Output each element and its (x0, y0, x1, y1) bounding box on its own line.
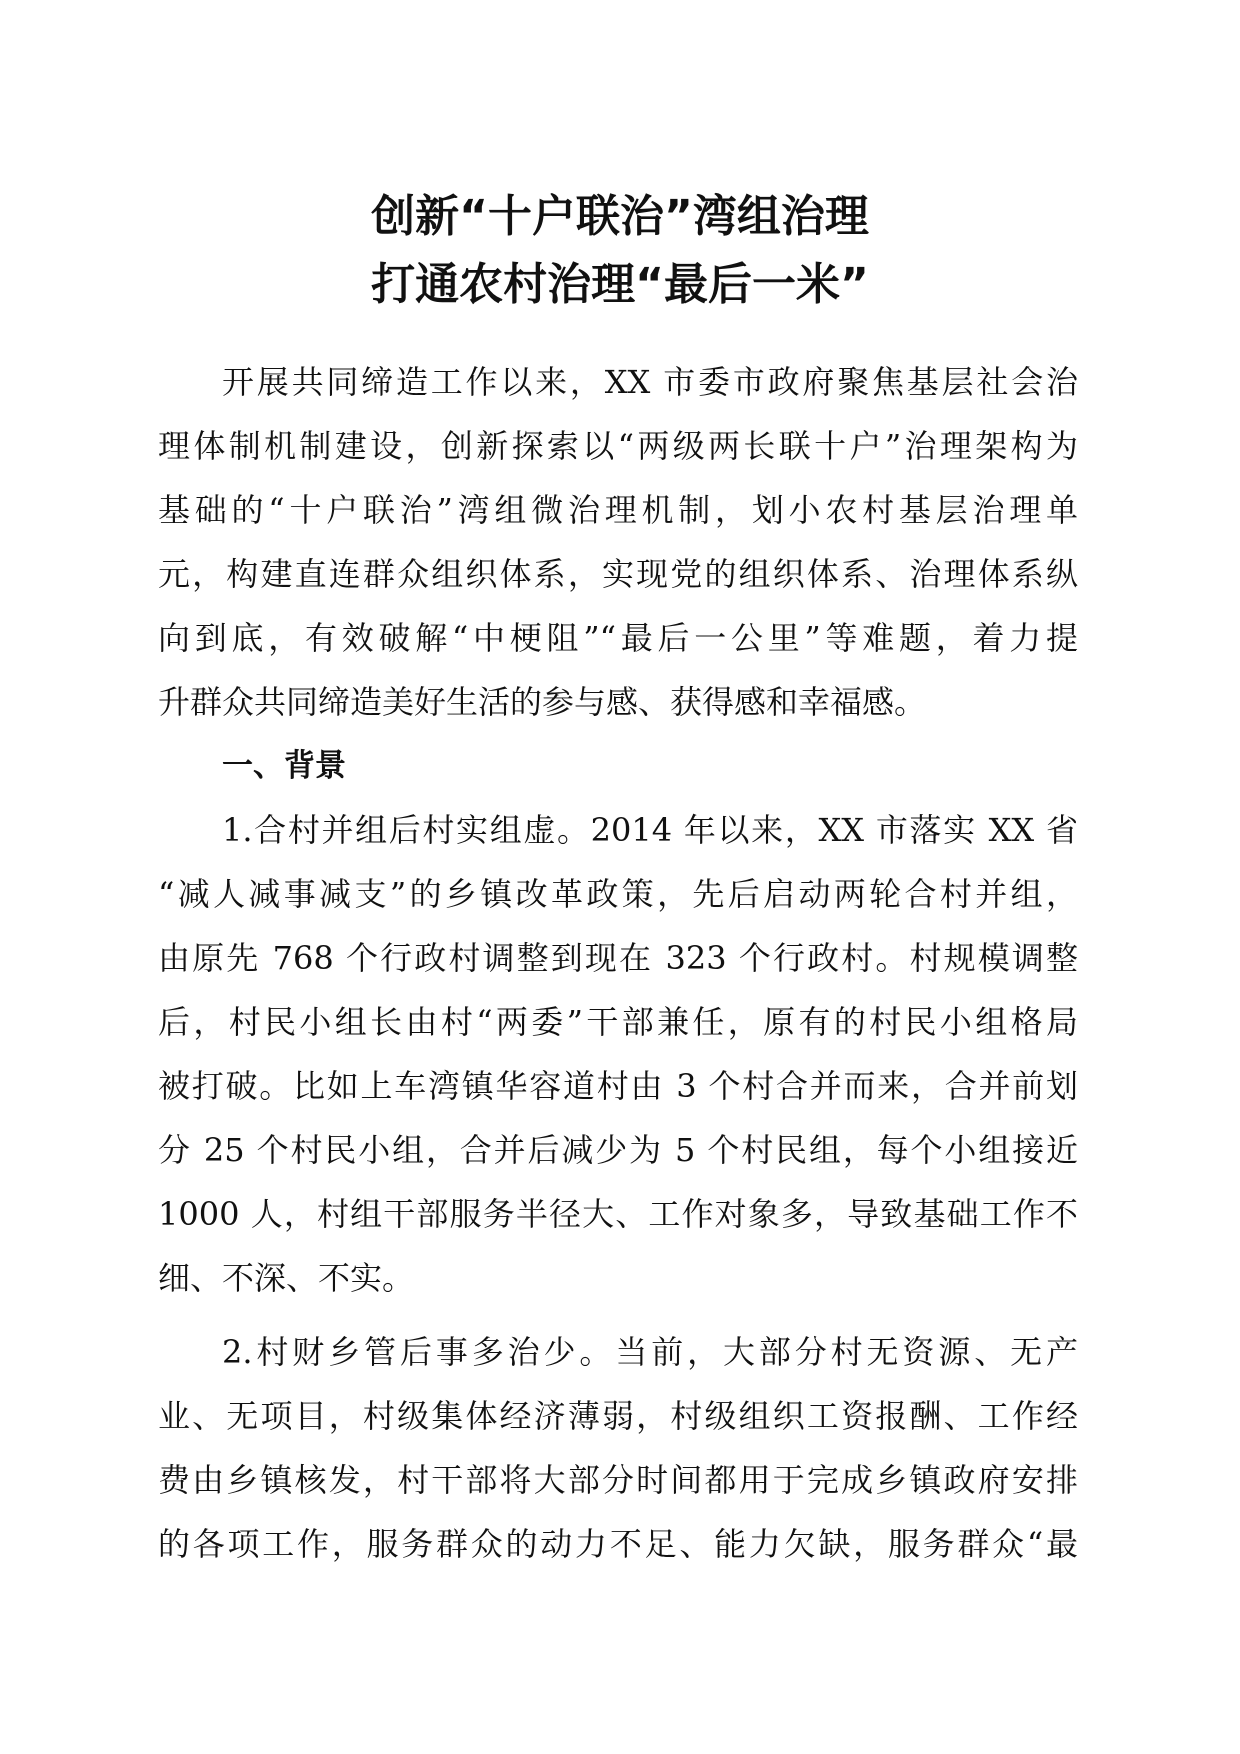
paragraph-line: 2.村财乡管后事多治少。当前，大部分村无资源、无产 (222, 1333, 1078, 1371)
paragraph-line: 的各项工作，服务群众的动力不足、能力欠缺，服务群众“最 (158, 1525, 1078, 1563)
document-title (0, 183, 1240, 319)
section-heading: 一、背景 (222, 748, 346, 784)
paragraph-line: 费由乡镇核发，村干部将大部分时间都用于完成乡镇政府安排 (158, 1461, 1078, 1499)
paragraph-2 (158, 1320, 1078, 1576)
paragraph-line: 1000 人，村组干部服务半径大、工作对象多，导致基础工作不 (158, 1195, 1078, 1233)
paragraph-line: 1.合村并组后村实组虚。2014 年以来，XX 市落实 XX 省 (222, 811, 1078, 849)
title-line-2: 打通农村治理“最后一米” (371, 259, 869, 310)
paragraph-line: 业、无项目，村级集体经济薄弱，村级组织工资报酬、工作经 (158, 1397, 1078, 1435)
paragraph-line: 细、不深、不实。 (158, 1259, 415, 1297)
paragraph-line: 元，构建直连群众组织体系，实现党的组织体系、治理体系纵 (158, 555, 1078, 593)
paragraph-line: 开展共同缔造工作以来，XX 市委市政府聚焦基层社会治 (222, 363, 1078, 401)
paragraph-line: 被打破。比如上车湾镇华容道村由 3 个村合并而来，合并前划 (158, 1067, 1078, 1105)
paragraph-line: 基础的“十户联治”湾组微治理机制，划小农村基层治理单 (158, 491, 1078, 529)
paragraph-line: “减人减事减支”的乡镇改革政策，先后启动两轮合村并组， (158, 875, 1078, 913)
document-body (158, 350, 1078, 1576)
paragraph-line: 分 25 个村民小组，合并后减少为 5 个村民组，每个小组接近 (158, 1131, 1078, 1169)
paragraph-line: 后，村民小组长由村“两委”干部兼任，原有的村民小组格局 (158, 1003, 1078, 1041)
paragraph-1 (158, 798, 1078, 1310)
paragraph-line: 理体制机制建设，创新探索以“两级两长联十户”治理架构为 (158, 427, 1078, 465)
paragraph-line: 由原先 768 个行政村调整到现在 323 个行政村。村规模调整 (158, 939, 1078, 977)
paragraph-line: 升群众共同缔造美好生活的参与感、获得感和幸福感。 (158, 683, 927, 721)
title-line-1: 创新“十户联治”湾组治理 (371, 191, 869, 242)
paragraph-line: 向到底，有效破解“中梗阻”“最后一公里”等难题，着力提 (158, 619, 1078, 657)
intro-paragraph (158, 350, 1078, 734)
paragraph-gap (158, 1310, 1078, 1320)
